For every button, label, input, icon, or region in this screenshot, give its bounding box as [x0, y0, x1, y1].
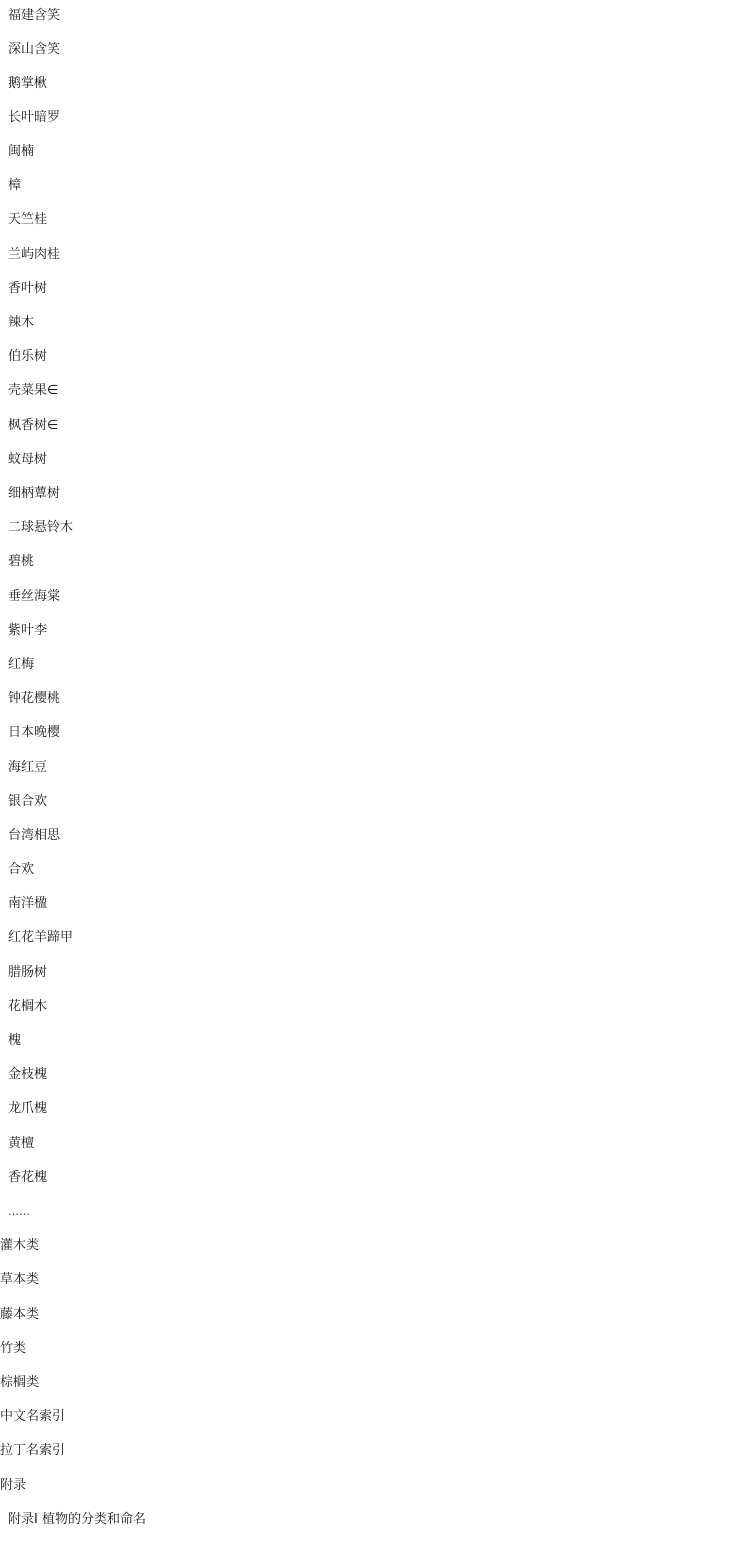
- toc-item-tree[interactable]: 碧桃: [8, 554, 35, 569]
- toc-item-tree[interactable]: 紫叶李: [8, 623, 48, 638]
- toc-item-tree[interactable]: 银合欢: [8, 794, 48, 809]
- toc-item-tree[interactable]: 日本晚樱: [8, 725, 61, 740]
- toc-item-tree[interactable]: 台湾相思: [8, 828, 61, 843]
- toc-item-tree[interactable]: 红梅: [8, 657, 35, 672]
- toc-item-tree[interactable]: 黄檀: [8, 1136, 35, 1151]
- toc-item-tree[interactable]: 金枝槐: [8, 1067, 48, 1082]
- toc-section-appendix[interactable]: 附录: [0, 1478, 27, 1493]
- toc-section-chinese-index[interactable]: 中文名索引: [0, 1409, 66, 1424]
- toc-item-tree[interactable]: 福建含笑: [8, 8, 61, 23]
- toc-section-latin-index[interactable]: 拉丁名索引: [0, 1443, 66, 1458]
- toc-item-tree[interactable]: 鹅掌楸: [8, 76, 48, 91]
- toc-item-tree[interactable]: 辣木: [8, 315, 35, 330]
- toc-section-vines[interactable]: 藤本类: [0, 1307, 40, 1322]
- toc-item-tree[interactable]: 闽楠: [8, 144, 35, 159]
- toc-item-tree[interactable]: 长叶暗罗: [8, 110, 61, 125]
- toc-item-tree[interactable]: 合欢: [8, 862, 35, 877]
- toc-item-tree[interactable]: 深山含笑: [8, 42, 61, 57]
- toc-item-tree[interactable]: 二球悬铃木: [8, 520, 74, 535]
- toc-item-tree[interactable]: 腊肠树: [8, 965, 48, 980]
- toc-item-tree[interactable]: 香花槐: [8, 1170, 48, 1185]
- toc-item-tree[interactable]: 天竺桂: [8, 212, 48, 227]
- toc-item-tree[interactable]: 槐: [8, 1033, 22, 1048]
- toc-item-tree[interactable]: 香叶树: [8, 281, 48, 296]
- toc-item-tree[interactable]: 兰屿肉桂: [8, 247, 61, 262]
- toc-item-tree[interactable]: 壳菜果∈: [8, 383, 59, 398]
- toc-item-tree[interactable]: 垂丝海棠: [8, 589, 61, 604]
- toc-item-tree[interactable]: 枫香树∈: [8, 418, 59, 433]
- toc-item-tree[interactable]: 海红豆: [8, 760, 48, 775]
- toc-section-shrubs[interactable]: 灌木类: [0, 1238, 40, 1253]
- toc-item-tree[interactable]: 红花羊蹄甲: [8, 930, 74, 945]
- toc-item-appendix-1[interactable]: 附录Ⅰ 植物的分类和命名: [8, 1512, 146, 1527]
- toc-section-palms[interactable]: 棕榈类: [0, 1375, 40, 1390]
- toc-item-tree[interactable]: 南洋楹: [8, 896, 48, 911]
- toc-item-tree[interactable]: 花榈木: [8, 999, 48, 1014]
- toc-item-tree[interactable]: 钟花樱桃: [8, 691, 61, 706]
- toc-item-tree[interactable]: 蚊母树: [8, 452, 48, 467]
- toc-section-herbs[interactable]: 草本类: [0, 1272, 40, 1287]
- toc-section-bamboos[interactable]: 竹类: [0, 1341, 27, 1356]
- toc-item-tree[interactable]: 龙爪槐: [8, 1101, 48, 1116]
- toc-ellipsis: ……: [8, 1205, 30, 1218]
- toc-item-tree[interactable]: 樟: [8, 178, 22, 193]
- toc-item-tree[interactable]: 细柄蕈树: [8, 486, 61, 501]
- toc-item-tree[interactable]: 伯乐树: [8, 349, 48, 364]
